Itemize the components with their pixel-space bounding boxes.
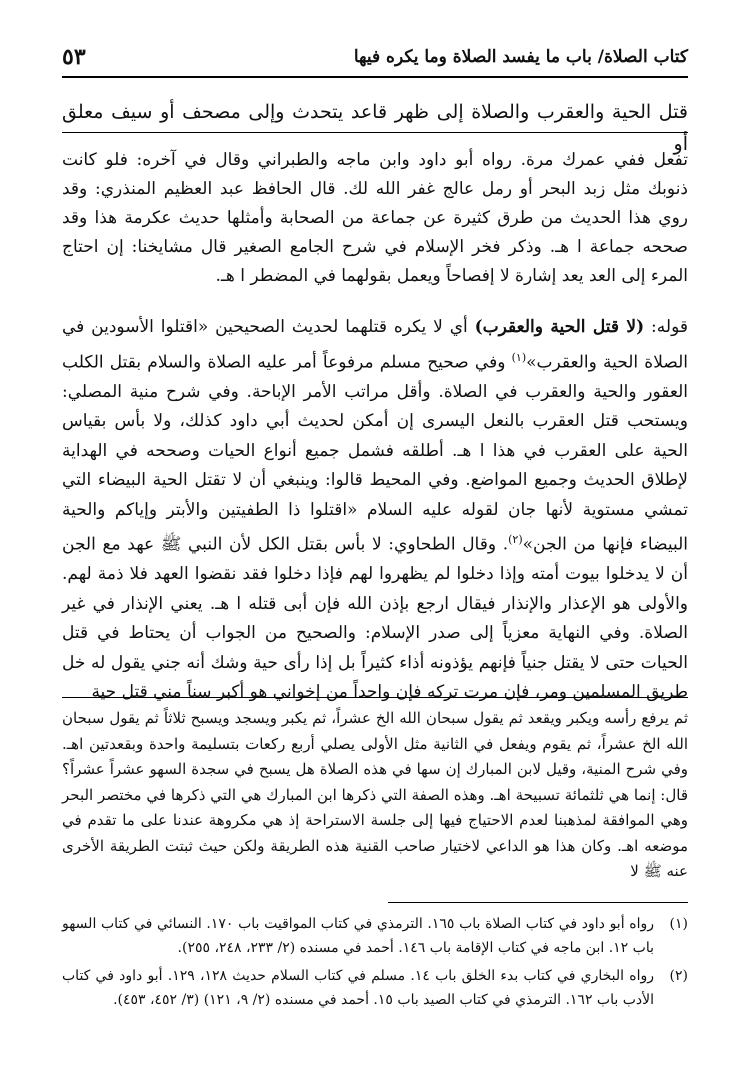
footnote-2 — [62, 964, 688, 1012]
block2-bold-phrase: (لا قتل الحية والعقرب) — [474, 317, 645, 337]
header-rule — [62, 76, 688, 78]
block2-part-a: أي لا يكره قتلهما لحديث الصحيحين «اقتلوا الأسودين في الصلاة الحية والعقرب» — [62, 317, 688, 373]
commentary-block-2 — [62, 313, 688, 708]
commentary-block-1: تفعل ففي عمرك مرة. رواه أبو داود وابن ماجه والطبراني وقال في آخره: فلو كانت ذنوبك مثل زبد البحر أو رمل عالج غفر الله لك. قال الحافظ عبد العظيم المنذري: وقد روي هذا الحديث من طرق كثيرة عن جماعة من الصحابة وأمثلها حديث عكرمة هذا وقد صححه جماعة ا هـ. وذكر فخر الإسلام في شرح الجامع الصغير قال مشايخنا: إن احتاج المرء إلى العد يعد إشارة لا إفصاحاً ويعمل بقولهما في المضطر ا هـ. — [62, 150, 688, 286]
footnote-1 — [62, 912, 688, 960]
block2-part-b: وفي صحيح مسلم مرفوعاً أمر عليه الصلاة والسلام بقتل الكلب العقور والحية والعقرب في الصلاة. وأقل مراتب الأمر الإباحة. وفي شرح منية المصلي: ويستحب قتل العقرب بالنعل اليسرى إن أمكن لحديث أبي داود كذلك، ولا بأس بقياس الحية على العقرب في هذا ا هـ. أطلقه فشمل جميع أنواع الحيات وصححه في الهداية لإطلاق الحديث وجميع المواضع. وفي المحيط قالوا: وينبغي أن لا تقتل الحية البيضاء التي تمشي مستوية لأنها جان لقوله عليه السلام «اقتلوا ذا الطفيتين والأبتر وإياكم والحية البيضاء فإنها من الجن» — [62, 352, 688, 555]
commentary-divider — [62, 697, 688, 698]
footnote-number: (٢) — [669, 968, 688, 984]
footnote-number: (١) — [669, 916, 688, 932]
main-text-heading-line: قتل الحية والعقرب والصلاة إلى ظهر قاعد يتحدث وإلى مصحف أو سيف معلق أو — [62, 101, 688, 155]
footnote-rule — [388, 902, 688, 903]
block2-lead: قوله: — [644, 317, 688, 337]
footnote-text: رواه أبو داود في كتاب الصلاة باب ١٦٥. الترمذي في كتاب المواقيت باب ١٧٠. النسائي في كتاب السهو باب ١٢. ابن ماجه في كتاب الإقامة باب ١٤٦. أحمد في مسنده (٢/ ٢٣٣، ٢٤٨، ٢٥٥). — [62, 916, 654, 956]
footnote-ref-1: (١) — [511, 350, 527, 364]
page-number: ٥٣ — [62, 44, 86, 70]
lower-commentary: ثم يرفع رأسه ويكبر ويقعد ثم يقول سبحان الله الخ عشراً، ثم يكبر ويسجد ويسبح ثلاثاً ثم يقول سبحان الله الخ عشراً، ثم يقوم ويفعل في الثانية مثل الأولى يصلي أربع ركعات بتسليمة واحدة وبقعدتين اهـ. وفي شرح المنية، وقيل لابن المبارك إن سها في هذه الصلاة هل يسبح في سجدة السهو عشراً عشراً؟ قال: إنما هي ثلثمائة تسبيحة اهـ. وهذه الصفة التي ذكرها ابن المبارك هي التي ذكرها في مختصر البحر وهي الموافقة لمذهبنا لعدم الاحتياج فيها إلى جلسة الاستراحة إذ هي مكروهة عندنا على ما تقدم في موضعه اهـ. وكان هذا هو الداعي لاختيار صاحب القنية هذه الطريقة ولكن حيث ثبتت الطريقة الأخرى عنه ﷺ لا — [62, 709, 688, 880]
block2-part-c: . وقال الطحاوي: لا بأس بقتل الكل لأن النبي ﷺ عهد مع الجن أن لا يدخلوا بيوت أمته وإذا دخلوا لم يظهروا لهم فإذا دخلوا فقد نقضوا العهد فلا ذمة لهم. والأولى هو الإعذار والإنذار فيقال ارجع بإذن الله فإن أبى قتله ا هـ. يعني الإنذار في غير الصلاة. وفي النهاية معزياً إلى صدر الإسلام: والصحيح من الجواب أن يحتاط في قتل الحيات حتى لا يقتل جنياً فإنهم يؤذونه أذاء كثيراً بل إذا رأى حية وشك أنه جني يقول له خل طريق المسلمين ومر، فإن مرت تركه فإن واحداً من إخواني هو أكبر سناً مني قتل حية — [62, 534, 688, 703]
running-header — [62, 40, 688, 74]
chapter-title: كتاب الصلاة/ باب ما يفسد الصلاة وما يكره فيها — [353, 47, 688, 67]
footnote-ref-2: (٢) — [508, 533, 523, 547]
main-text-divider — [62, 132, 688, 133]
footnote-text: رواه البخاري في كتاب بدء الخلق باب ١٤. مسلم في كتاب السلام حديث ١٢٨، ١٢٩. أبو داود في كتاب الأدب باب ١٦٢. الترمذي في كتاب الصيد باب ١٥. أحمد في مسنده (٢/ ٩، ١٢١) (٣/ ٤٥٢، ٤٥٣). — [62, 968, 654, 1008]
footnotes — [62, 912, 688, 1016]
